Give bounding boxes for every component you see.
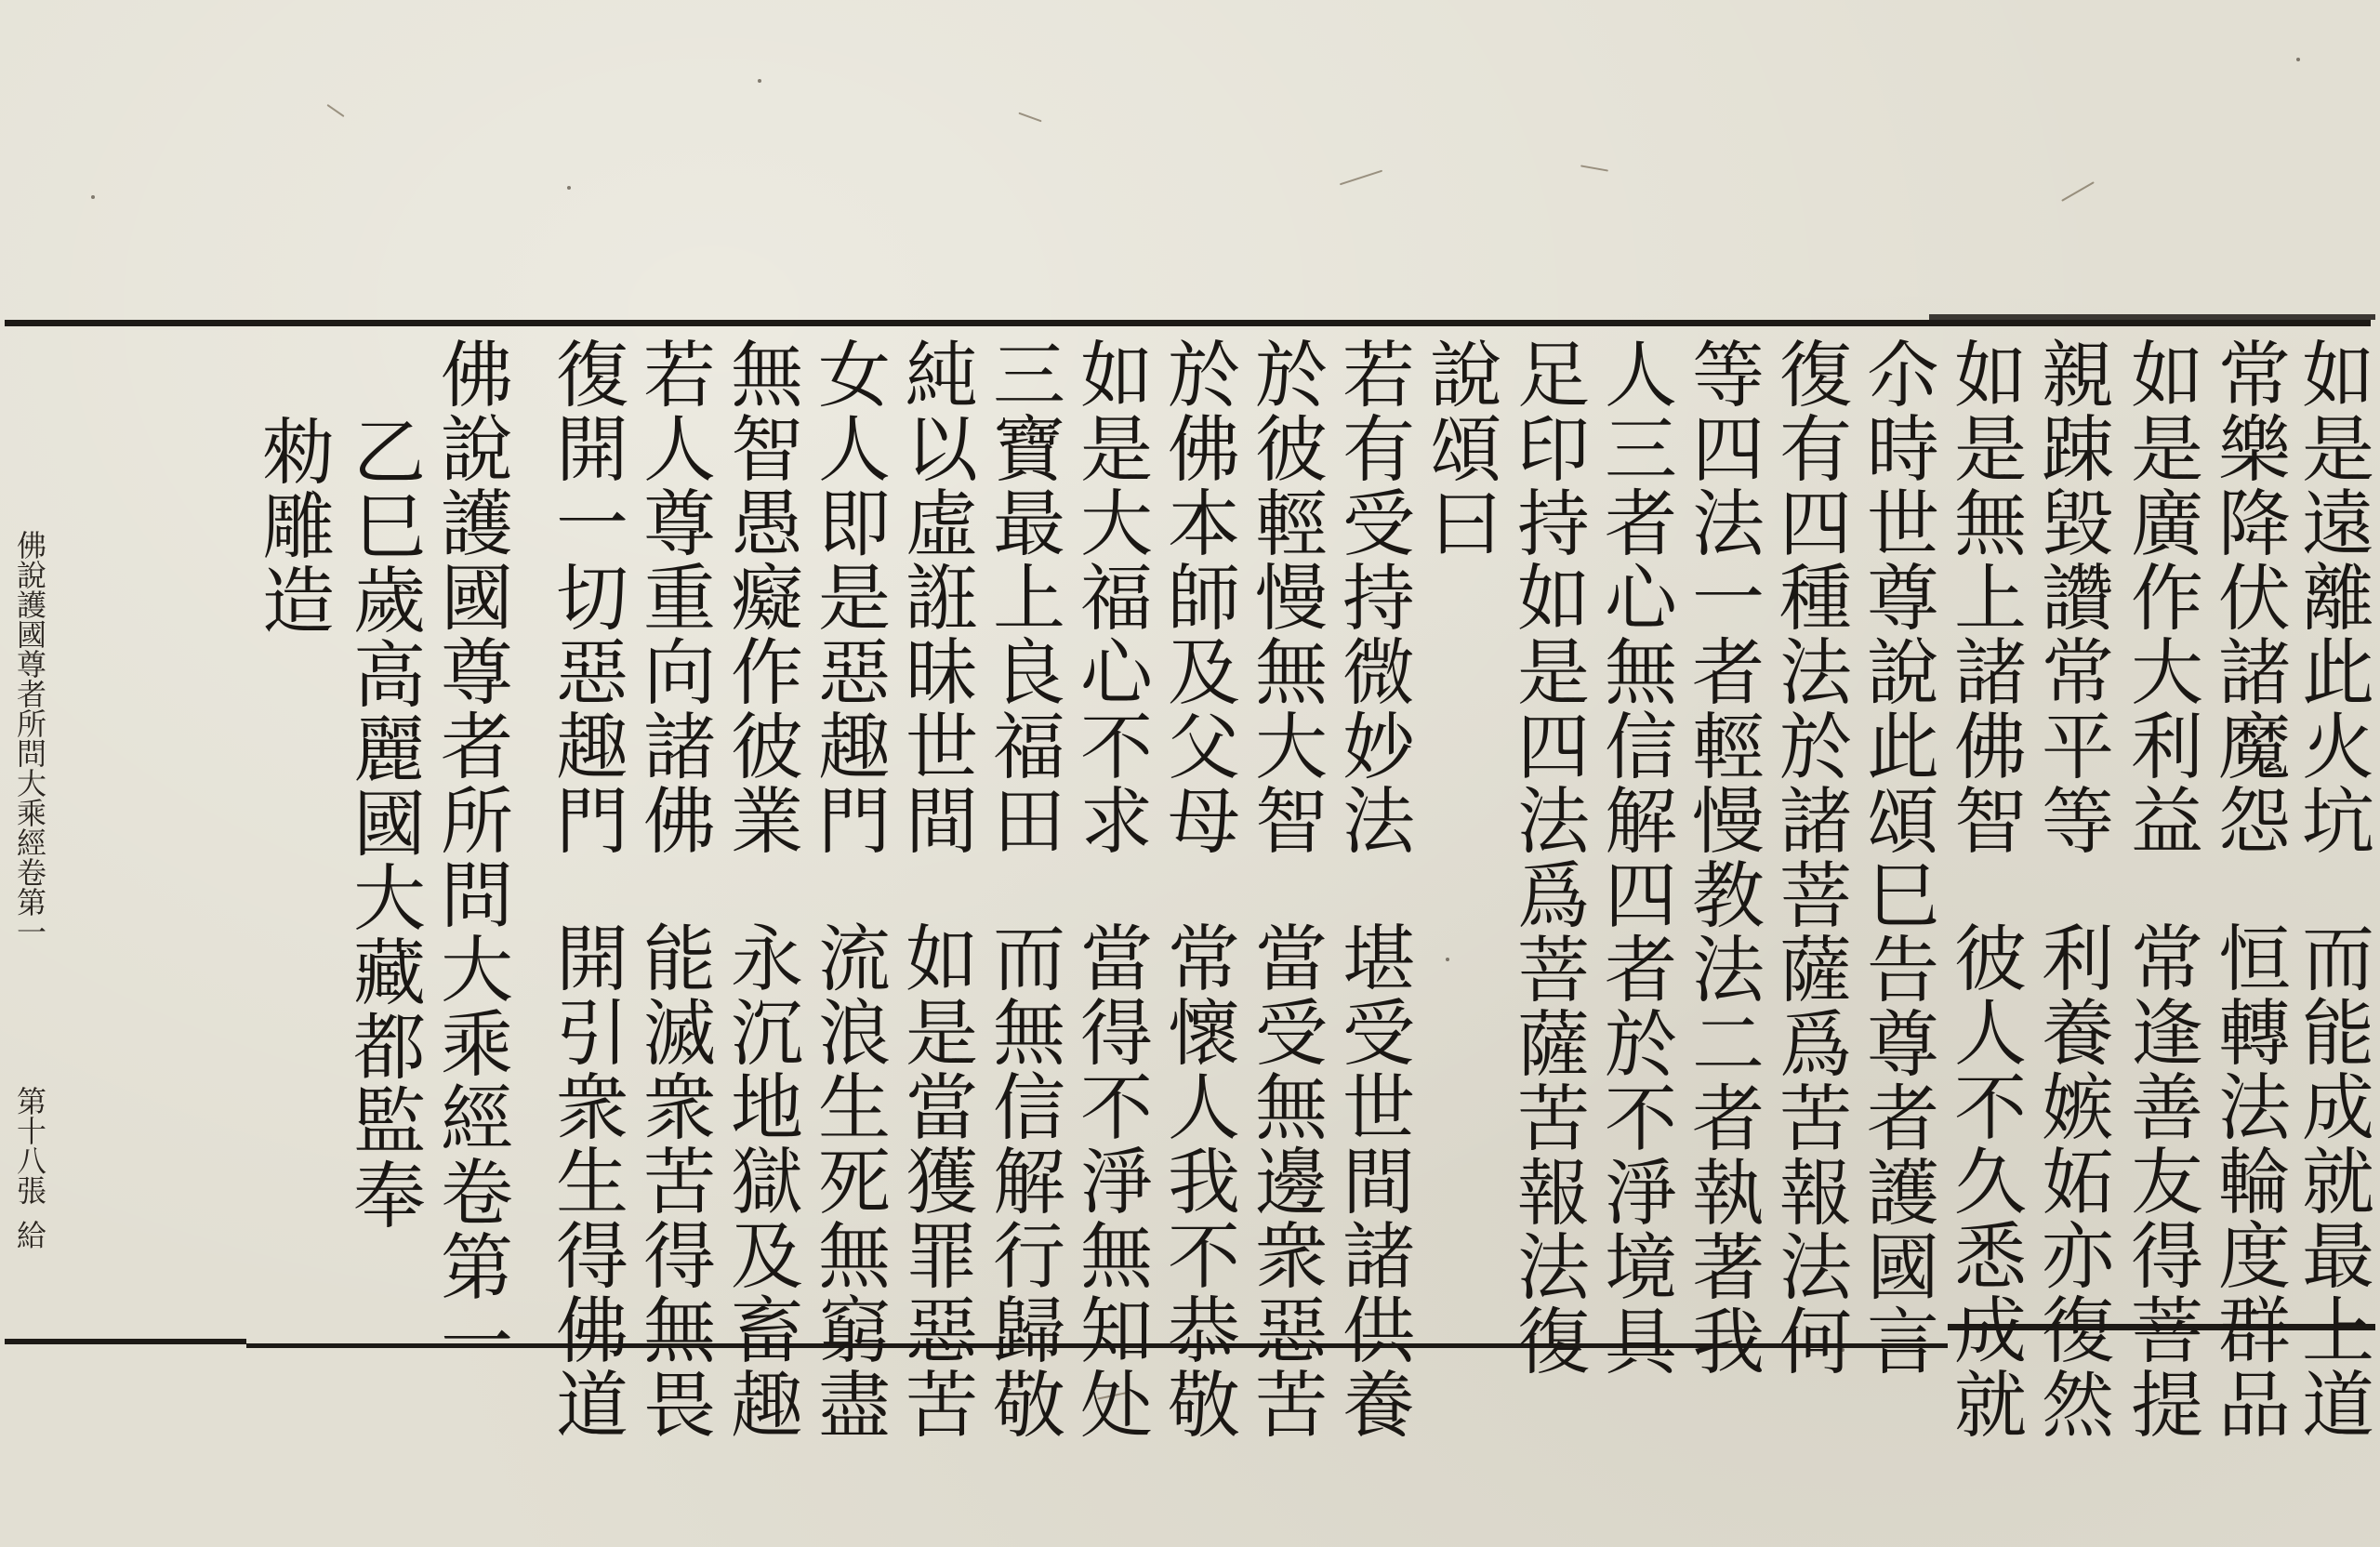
verse-line-upper: 於佛本師及父母 (1156, 337, 1239, 857)
paper-fiber (1580, 165, 1608, 171)
text-column-18 (801, 337, 894, 1441)
prose-line: 說頌曰 (1418, 337, 1501, 560)
text-column-14 (1151, 337, 1244, 1441)
paper-fiber (1018, 112, 1041, 123)
verse-line-lower: 開引衆生得佛道 (544, 920, 628, 1441)
top-border-rule (5, 320, 2371, 326)
verse-line-upper: 如是遠離此火坑 (2290, 337, 2373, 857)
text-column-9 (1588, 337, 1681, 1378)
colophon-column-1 (337, 414, 430, 1232)
text-column-12 (1326, 337, 1419, 1441)
verse-line-lower: 當受無邊衆惡苦 (1243, 920, 1327, 1441)
top-border-rule-thick (1929, 314, 2375, 320)
text-column-3 (2114, 337, 2207, 1441)
colophon-line: 乙巳歲高麗國大藏都監奉 (341, 414, 425, 1232)
colophon-column-2 (245, 414, 338, 637)
verse-line-lower: 恒轉法輪度群品 (2206, 920, 2290, 1441)
text-column-5 (1937, 337, 2030, 1441)
bottom-border-rule (5, 1339, 246, 1344)
verse-line-lower: 能滅衆苦得無畏 (631, 920, 715, 1441)
verse-line-lower: 而能成就最上道 (2290, 920, 2373, 1441)
verse-line-upper: 如是大福心不求 (1068, 337, 1152, 857)
text-column-21 (539, 337, 632, 1441)
scripture-title: 佛說護國尊者所問大乘經卷第一 (429, 337, 512, 1378)
prose-line: 等四法一者輕慢教法二者執著我 (1680, 337, 1764, 1378)
paper-speck (567, 186, 571, 190)
verse-line-lower: 而無信解行歸敬 (981, 920, 1064, 1441)
verse-line-upper: 若有受持微妙法 (1330, 337, 1414, 857)
prose-line: 人三者心無信解四者於不淨境具 (1593, 337, 1676, 1378)
verse-line-lower: 永沉地獄及畜趣 (719, 920, 802, 1441)
margin-title (11, 530, 48, 946)
paper-speck (91, 195, 95, 199)
verse-line-lower: 常逢善友得菩提 (2119, 920, 2202, 1441)
verse-line-lower: 常懷人我不恭敬 (1156, 920, 1239, 1441)
verse-line-upper: 復開一切惡趣門 (544, 337, 628, 857)
text-column-10 (1501, 337, 1593, 1378)
prose-line: 足印持如是四法爲菩薩苦報法復 (1505, 337, 1589, 1378)
text-column-6 (1850, 337, 1943, 1378)
text-column-7 (1763, 337, 1856, 1378)
paper-fiber (1340, 170, 1382, 186)
scripture-title-column (424, 337, 517, 1378)
margin-sheet-number (11, 1086, 48, 1205)
text-column-19 (714, 337, 807, 1441)
prose-line: 復有四種法於諸菩薩爲苦報法何 (1767, 337, 1851, 1378)
verse-line-upper: 親踈毀讚常平等 (2030, 337, 2113, 857)
text-column-11 (1413, 337, 1506, 560)
verse-line-lower: 利養嫉妬亦復然 (2030, 920, 2113, 1441)
paper-fiber (326, 104, 344, 117)
verse-line-lower: 彼人不久悉成就 (1942, 920, 2026, 1441)
verse-line-upper: 常樂降伏諸魔怨 (2206, 337, 2290, 857)
verse-line-lower: 如是當獲罪惡苦 (893, 920, 977, 1441)
verse-line-upper: 女人即是惡趣門 (806, 337, 890, 857)
text-column-8 (1675, 337, 1768, 1378)
verse-line-lower: 當得不淨無知处 (1068, 920, 1152, 1441)
verse-line-upper: 若人尊重向諸佛 (631, 337, 715, 857)
verse-line-upper: 純以虛誑昧世間 (893, 337, 977, 857)
margin-mark-text: 給 (12, 1220, 47, 1250)
verse-line-upper: 無智愚癡作彼業 (719, 337, 802, 857)
paper-speck (758, 79, 761, 83)
verse-line-upper: 如是無上諸佛智 (1942, 337, 2026, 857)
paper-speck (1446, 958, 1449, 961)
text-column-15 (1064, 337, 1157, 1441)
verse-line-lower: 堪受世間諸供養 (1330, 920, 1414, 1441)
text-column-20 (627, 337, 720, 1441)
margin-mark (11, 1220, 48, 1250)
text-column-13 (1238, 337, 1331, 1441)
text-column-4 (2025, 337, 2118, 1441)
verse-line-upper: 於彼輕慢無大智 (1243, 337, 1327, 857)
sheet-number-text: 第十八張 (12, 1086, 47, 1205)
text-column-1 (2285, 337, 2378, 1441)
prose-line: 尒時世尊說此頌巳告尊者護國言 (1855, 337, 1938, 1378)
verse-line-lower: 流浪生死無窮盡 (806, 920, 890, 1441)
paper-fiber (2061, 181, 2095, 202)
text-column-17 (889, 337, 982, 1441)
paper-speck (2296, 58, 2300, 61)
verse-line-upper: 三寶最上良福田 (981, 337, 1064, 857)
verse-line-upper: 如是廣作大利益 (2119, 337, 2202, 857)
text-column-16 (976, 337, 1069, 1441)
text-column-2 (2202, 337, 2294, 1441)
margin-title-text: 佛說護國尊者所問大乘經卷第一 (12, 530, 47, 946)
colophon-line: 勑雕造 (250, 414, 334, 637)
